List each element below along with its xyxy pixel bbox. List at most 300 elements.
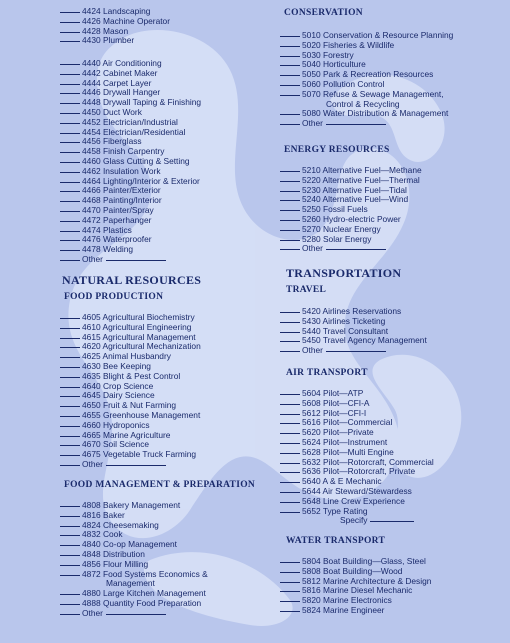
food-management-heading: FOOD MANAGEMENT & PREPARATION bbox=[64, 480, 256, 490]
program-code: 5260 bbox=[302, 214, 323, 224]
checkbox-blank-line[interactable] bbox=[60, 84, 80, 85]
checkbox-blank-line[interactable] bbox=[280, 95, 300, 96]
program-code: 4625 bbox=[82, 351, 103, 362]
program-code: 5020 bbox=[302, 39, 323, 50]
program-code: 4610 bbox=[82, 321, 103, 332]
program-label: Paperhanger bbox=[102, 214, 152, 225]
checkbox-blank-line[interactable] bbox=[280, 191, 300, 192]
program-label: Marine Electronics bbox=[322, 595, 392, 606]
program-item-4472 bbox=[60, 215, 151, 225]
program-label: Marine Engineer bbox=[322, 605, 385, 615]
program-code: 5210 bbox=[302, 165, 323, 175]
program-code: 5010 bbox=[302, 30, 323, 40]
checkbox-blank-line[interactable] bbox=[280, 65, 300, 66]
program-code: 4640 bbox=[82, 380, 103, 391]
program-label: Agricultural Management bbox=[102, 331, 196, 342]
checkbox-blank-line[interactable] bbox=[60, 516, 80, 517]
checkbox-blank-line[interactable] bbox=[280, 591, 300, 592]
checkbox-blank-line[interactable] bbox=[60, 455, 80, 456]
checkbox-blank-line[interactable] bbox=[60, 604, 80, 605]
checkbox-blank-line[interactable] bbox=[280, 502, 300, 503]
program-code: 4848 bbox=[82, 549, 103, 559]
program-code: 4670 bbox=[82, 439, 103, 450]
checkbox-blank-line[interactable] bbox=[60, 41, 80, 42]
checkbox-blank-line[interactable] bbox=[280, 512, 300, 513]
program-label: Marine Architecture & Design bbox=[322, 575, 432, 586]
checkbox-blank-line[interactable] bbox=[60, 221, 80, 222]
program-code: 4444 bbox=[82, 77, 103, 88]
program-code: 4675 bbox=[82, 449, 103, 460]
checkbox-blank-line[interactable] bbox=[280, 433, 300, 434]
program-code: 4458 bbox=[82, 146, 103, 157]
program-item-5450 bbox=[280, 335, 427, 345]
write-in-line[interactable] bbox=[106, 465, 166, 466]
program-label: Pilot—Private bbox=[322, 427, 374, 438]
program-code: 5636 bbox=[302, 466, 323, 477]
program-label: Alternative Fuel—Wind bbox=[322, 194, 409, 205]
program-code: 4824 bbox=[82, 519, 103, 530]
checkbox-blank-line[interactable] bbox=[60, 93, 80, 94]
write-in-line[interactable] bbox=[370, 521, 414, 522]
program-code: 4650 bbox=[82, 400, 103, 411]
checkbox-blank-line[interactable] bbox=[280, 572, 300, 573]
program-code: 5240 bbox=[302, 194, 323, 205]
checkbox-blank-line[interactable] bbox=[60, 465, 80, 466]
program-code: 5652 bbox=[302, 505, 323, 516]
program-item-4426 bbox=[60, 16, 170, 26]
checkbox-blank-line[interactable] bbox=[280, 351, 300, 352]
checkbox-blank-line[interactable] bbox=[280, 312, 300, 313]
program-label: Greenhouse Management bbox=[102, 410, 201, 420]
program-label: Large Kitchen Management bbox=[102, 588, 206, 599]
program-item-4665 bbox=[60, 430, 170, 440]
checkbox-blank-line[interactable] bbox=[280, 220, 300, 221]
checkbox-blank-line[interactable] bbox=[280, 394, 300, 395]
checkbox-blank-line[interactable] bbox=[60, 445, 80, 446]
program-item-4444 bbox=[60, 78, 151, 88]
program-item-4452 bbox=[60, 117, 178, 127]
program-label: Alternative Fuel—Thermal bbox=[322, 174, 420, 185]
checkbox-blank-line[interactable] bbox=[280, 562, 300, 563]
program-item-4888 bbox=[60, 598, 201, 608]
checkbox-blank-line[interactable] bbox=[60, 32, 80, 33]
checkbox-blank-line[interactable] bbox=[60, 506, 80, 507]
checkbox-blank-line[interactable] bbox=[280, 171, 300, 172]
program-label-continued: Specify bbox=[340, 515, 414, 525]
program-item-4446 bbox=[60, 87, 160, 97]
program-code: 5628 bbox=[302, 446, 323, 457]
program-label: Food Systems Economics & bbox=[102, 568, 208, 579]
checkbox-blank-line[interactable] bbox=[280, 443, 300, 444]
program-label: Painter/Spray bbox=[102, 205, 154, 215]
program-label: Forestry bbox=[322, 49, 354, 60]
checkbox-blank-line[interactable] bbox=[60, 555, 80, 556]
checkbox-blank-line[interactable] bbox=[60, 172, 80, 173]
program-label: Duct Work bbox=[102, 107, 142, 117]
conservation-heading: CONSERVATION bbox=[284, 8, 363, 18]
program-label: Animal Husbandry bbox=[102, 351, 171, 362]
program-item-5804 bbox=[280, 556, 426, 566]
program-label: Welding bbox=[102, 244, 134, 255]
checkbox-blank-line[interactable] bbox=[60, 201, 80, 202]
program-item-5612 bbox=[280, 408, 366, 418]
checkbox-blank-line[interactable] bbox=[60, 436, 80, 437]
checkbox-blank-line[interactable] bbox=[60, 328, 80, 329]
program-code: 4888 bbox=[82, 598, 103, 608]
program-item-4832 bbox=[60, 529, 123, 539]
program-label: Other bbox=[82, 607, 103, 618]
checkbox-blank-line[interactable] bbox=[60, 162, 80, 163]
program-label: Nuclear Energy bbox=[322, 223, 381, 234]
food-production-heading: FOOD PRODUCTION bbox=[64, 292, 164, 302]
program-item-other bbox=[60, 459, 166, 469]
program-item-4615 bbox=[60, 332, 196, 342]
checkbox-blank-line[interactable] bbox=[60, 64, 80, 65]
checkbox-blank-line[interactable] bbox=[60, 231, 80, 232]
checkbox-blank-line[interactable] bbox=[60, 113, 80, 114]
checkbox-blank-line[interactable] bbox=[280, 240, 300, 241]
program-code: 5632 bbox=[302, 456, 323, 467]
program-label: Fruit & Nut Farming bbox=[102, 400, 177, 411]
checkbox-blank-line[interactable] bbox=[280, 124, 300, 125]
checkbox-blank-line[interactable] bbox=[60, 260, 80, 261]
program-label: Bee Keeping bbox=[102, 361, 151, 371]
program-item-5644 bbox=[280, 486, 412, 496]
program-code: 5624 bbox=[302, 437, 323, 447]
program-item-other bbox=[280, 243, 386, 253]
energy-heading: ENERGY RESOURCES bbox=[284, 145, 390, 155]
checkbox-blank-line[interactable] bbox=[280, 200, 300, 201]
program-item-4610 bbox=[60, 322, 191, 332]
air-transport-heading: AIR TRANSPORT bbox=[286, 368, 368, 378]
checkbox-blank-line[interactable] bbox=[60, 357, 80, 358]
checkbox-blank-line[interactable] bbox=[280, 482, 300, 483]
program-code: 5804 bbox=[302, 556, 323, 566]
write-in-line[interactable] bbox=[326, 249, 386, 250]
checkbox-blank-line[interactable] bbox=[280, 601, 300, 602]
program-item-5648 bbox=[280, 496, 405, 506]
checkbox-blank-line[interactable] bbox=[280, 423, 300, 424]
program-code: 4478 bbox=[82, 244, 103, 255]
program-code: 5644 bbox=[302, 486, 323, 496]
write-in-line[interactable] bbox=[326, 351, 386, 352]
program-item-4462 bbox=[60, 166, 161, 176]
program-code: 5604 bbox=[302, 388, 323, 398]
program-label: Electrician/Industrial bbox=[102, 116, 178, 127]
checkbox-blank-line[interactable] bbox=[60, 526, 80, 527]
program-code: 5440 bbox=[302, 325, 323, 336]
checkbox-blank-line[interactable] bbox=[60, 396, 80, 397]
program-item-5270 bbox=[280, 224, 381, 234]
program-label: Pilot—CFI-A bbox=[322, 397, 370, 408]
checkbox-blank-line[interactable] bbox=[60, 142, 80, 143]
program-code: 4645 bbox=[82, 390, 103, 401]
program-item-4670 bbox=[60, 439, 149, 449]
program-item-5608 bbox=[280, 398, 370, 408]
program-item-4476 bbox=[60, 234, 152, 244]
program-code: 5430 bbox=[302, 315, 323, 326]
program-label: Blight & Pest Control bbox=[102, 370, 181, 381]
program-label: Landscaping bbox=[102, 6, 151, 16]
program-code: 4460 bbox=[82, 156, 103, 166]
program-label: Horticulture bbox=[322, 59, 366, 70]
program-label: Cabinet Maker bbox=[102, 67, 158, 78]
program-label: Other bbox=[82, 459, 103, 469]
program-code: 5620 bbox=[302, 427, 323, 438]
program-code: 4474 bbox=[82, 224, 103, 235]
checkbox-blank-line[interactable] bbox=[280, 56, 300, 57]
program-code: 5616 bbox=[302, 417, 323, 428]
checkbox-blank-line[interactable] bbox=[60, 347, 80, 348]
program-item-4448 bbox=[60, 97, 201, 107]
program-item-4640 bbox=[60, 381, 153, 391]
program-code: 5812 bbox=[302, 575, 323, 586]
program-item-5624 bbox=[280, 437, 387, 447]
program-item-5440 bbox=[280, 326, 388, 336]
program-item-other bbox=[60, 254, 166, 264]
program-code: 5450 bbox=[302, 335, 323, 346]
program-item-5030 bbox=[280, 50, 354, 60]
program-label: Pilot—CFI-I bbox=[322, 407, 367, 418]
program-item-5060 bbox=[280, 79, 384, 89]
program-label: Painter/Exterior bbox=[102, 185, 161, 196]
program-item-4675 bbox=[60, 449, 196, 459]
checkbox-blank-line[interactable] bbox=[280, 404, 300, 405]
program-code: 4620 bbox=[82, 341, 103, 352]
program-label: Waterproofer bbox=[102, 234, 152, 245]
checkbox-blank-line[interactable] bbox=[60, 318, 80, 319]
program-item-4442 bbox=[60, 68, 157, 78]
water-transport-heading: WATER TRANSPORT bbox=[286, 536, 386, 546]
program-item-5220 bbox=[280, 175, 420, 185]
checkbox-blank-line[interactable] bbox=[280, 453, 300, 454]
program-item-4474 bbox=[60, 225, 132, 235]
program-code: 5230 bbox=[302, 184, 323, 195]
program-item-4856 bbox=[60, 559, 148, 569]
program-label: Alternative Fuel—Methane bbox=[322, 165, 422, 175]
checkbox-blank-line[interactable] bbox=[60, 614, 80, 615]
program-label: Fiberglass bbox=[102, 136, 142, 147]
checkbox-blank-line[interactable] bbox=[60, 103, 80, 104]
program-item-4460 bbox=[60, 156, 190, 166]
checkbox-blank-line[interactable] bbox=[280, 472, 300, 473]
checkbox-blank-line[interactable] bbox=[280, 181, 300, 182]
program-label: Other bbox=[302, 345, 323, 356]
program-item-4428 bbox=[60, 26, 128, 36]
program-code: 4462 bbox=[82, 165, 103, 176]
program-label: Other bbox=[82, 254, 103, 264]
program-code: 4454 bbox=[82, 126, 103, 137]
program-code: 4840 bbox=[82, 539, 103, 550]
program-item-4660 bbox=[60, 420, 150, 430]
program-label: Fossil Fuels bbox=[322, 204, 368, 215]
program-code: 5060 bbox=[302, 79, 323, 89]
program-item-5040 bbox=[280, 59, 366, 69]
program-label: Agricultural Biochemistry bbox=[102, 312, 195, 322]
program-code: 5270 bbox=[302, 223, 323, 234]
program-item-5070 bbox=[280, 89, 444, 99]
checkbox-blank-line[interactable] bbox=[280, 611, 300, 612]
program-code: 4452 bbox=[82, 116, 103, 127]
program-label: Travel Agency Management bbox=[322, 335, 427, 346]
program-label: Drywall Taping & Finishing bbox=[102, 97, 202, 108]
program-label: Mason bbox=[102, 25, 129, 36]
program-code: 5030 bbox=[302, 49, 323, 60]
checkbox-blank-line[interactable] bbox=[60, 133, 80, 134]
program-label: Air Conditioning bbox=[102, 58, 162, 68]
program-item-4464 bbox=[60, 176, 200, 186]
program-label: Refuse & Sewage Management, bbox=[322, 88, 444, 99]
checkbox-blank-line[interactable] bbox=[60, 594, 80, 595]
program-label: Electrician/Residential bbox=[102, 126, 186, 137]
program-item-5050 bbox=[280, 69, 433, 79]
program-label: Airlines Reservations bbox=[322, 306, 402, 316]
checkbox-blank-line[interactable] bbox=[280, 492, 300, 493]
checkbox-blank-line[interactable] bbox=[280, 341, 300, 342]
checkbox-blank-line[interactable] bbox=[280, 85, 300, 86]
program-label: Line Crew Experience bbox=[322, 495, 405, 506]
program-label: Quantity Food Preparation bbox=[102, 598, 202, 608]
program-item-5640 bbox=[280, 476, 382, 486]
checkbox-blank-line[interactable] bbox=[60, 416, 80, 417]
program-item-4454 bbox=[60, 127, 185, 137]
checkbox-blank-line[interactable] bbox=[60, 406, 80, 407]
checkbox-blank-line[interactable] bbox=[60, 338, 80, 339]
program-code: 4426 bbox=[82, 15, 103, 26]
checkbox-blank-line[interactable] bbox=[60, 22, 80, 23]
checkbox-blank-line[interactable] bbox=[60, 74, 80, 75]
checkbox-blank-line[interactable] bbox=[60, 211, 80, 212]
checkbox-blank-line[interactable] bbox=[60, 123, 80, 124]
program-item-4456 bbox=[60, 136, 142, 146]
program-code: 4808 bbox=[82, 500, 103, 510]
program-label: Glass Cutting & Setting bbox=[102, 156, 190, 166]
write-in-line[interactable] bbox=[106, 614, 166, 615]
checkbox-blank-line[interactable] bbox=[60, 367, 80, 368]
program-label: Machine Operator bbox=[102, 15, 171, 26]
checkbox-blank-line[interactable] bbox=[280, 249, 300, 250]
program-label: Park & Recreation Resources bbox=[322, 69, 434, 80]
program-item-4605 bbox=[60, 312, 195, 322]
program-code: 5250 bbox=[302, 204, 323, 215]
program-code: 4442 bbox=[82, 67, 103, 78]
checkbox-blank-line[interactable] bbox=[280, 210, 300, 211]
program-code: 4466 bbox=[82, 185, 103, 196]
checkbox-blank-line[interactable] bbox=[60, 387, 80, 388]
program-code: 4456 bbox=[82, 136, 103, 147]
program-item-4808 bbox=[60, 500, 180, 510]
checkbox-blank-line[interactable] bbox=[280, 36, 300, 37]
program-item-4458 bbox=[60, 146, 164, 156]
program-item-other bbox=[60, 608, 166, 618]
write-in-line[interactable] bbox=[106, 260, 166, 261]
program-code: 5220 bbox=[302, 174, 323, 185]
program-item-4880 bbox=[60, 588, 206, 598]
checkbox-blank-line[interactable] bbox=[60, 426, 80, 427]
program-item-5620 bbox=[280, 427, 374, 437]
program-label-continued: Control & Recycling bbox=[326, 98, 400, 109]
program-item-5080 bbox=[280, 108, 448, 118]
travel-heading: TRAVEL bbox=[286, 285, 327, 295]
checkbox-blank-line[interactable] bbox=[60, 545, 80, 546]
program-code: 4468 bbox=[82, 195, 103, 206]
program-label-continued: Management bbox=[106, 578, 155, 589]
program-item-5604 bbox=[280, 388, 363, 398]
program-code: 4655 bbox=[82, 410, 103, 420]
program-code: 4470 bbox=[82, 205, 103, 215]
checkbox-blank-line[interactable] bbox=[60, 191, 80, 192]
program-code: 5040 bbox=[302, 59, 323, 70]
checkbox-blank-line[interactable] bbox=[60, 377, 80, 378]
program-label: Dairy Science bbox=[102, 390, 155, 401]
program-item-5616 bbox=[280, 417, 392, 427]
program-label: Boat Building—Glass, Steel bbox=[322, 556, 426, 566]
program-label: Fisheries & Wildlife bbox=[322, 39, 395, 50]
program-label: Marine Agriculture bbox=[102, 429, 171, 440]
checkbox-blank-line[interactable] bbox=[280, 463, 300, 464]
program-item-5420 bbox=[280, 306, 401, 316]
checkbox-blank-line[interactable] bbox=[60, 240, 80, 241]
program-item-5628 bbox=[280, 447, 394, 457]
program-item-4440 bbox=[60, 58, 162, 68]
checkbox-blank-line[interactable] bbox=[280, 322, 300, 323]
program-item-5430 bbox=[280, 316, 385, 326]
program-code: 4446 bbox=[82, 87, 103, 98]
natural-resources-heading: NATURAL RESOURCES bbox=[62, 273, 202, 287]
checkbox-blank-line[interactable] bbox=[60, 152, 80, 153]
program-code: 4424 bbox=[82, 6, 103, 16]
program-code: 4476 bbox=[82, 234, 103, 245]
checkbox-blank-line[interactable] bbox=[280, 114, 300, 115]
program-label: Vegetable Truck Farming bbox=[102, 449, 197, 460]
program-item-5020 bbox=[280, 40, 394, 50]
checkbox-blank-line[interactable] bbox=[280, 332, 300, 333]
write-in-line[interactable] bbox=[326, 124, 386, 125]
program-code: 4615 bbox=[82, 331, 103, 342]
program-item-4816 bbox=[60, 510, 125, 520]
program-label: Pollution Control bbox=[322, 79, 385, 89]
program-label: Pilot—Instrument bbox=[322, 437, 388, 447]
program-item-4424 bbox=[60, 6, 150, 16]
checkbox-blank-line[interactable] bbox=[280, 582, 300, 583]
program-item-4635 bbox=[60, 371, 180, 381]
checkbox-blank-line[interactable] bbox=[60, 182, 80, 183]
program-code: 4660 bbox=[82, 419, 103, 430]
program-item-5808 bbox=[280, 566, 402, 576]
checkbox-blank-line[interactable] bbox=[60, 565, 80, 566]
program-code: 5420 bbox=[302, 306, 323, 316]
program-label: Insulation Work bbox=[102, 165, 161, 176]
checkbox-blank-line[interactable] bbox=[280, 414, 300, 415]
program-label: Bakery Management bbox=[102, 500, 181, 510]
checkbox-blank-line[interactable] bbox=[280, 46, 300, 47]
checkbox-blank-line[interactable] bbox=[280, 230, 300, 231]
program-label: Travel Consultant bbox=[322, 325, 389, 336]
program-code: 4430 bbox=[82, 35, 103, 46]
program-item-5812 bbox=[280, 576, 431, 586]
checkbox-blank-line[interactable] bbox=[60, 250, 80, 251]
checkbox-blank-line[interactable] bbox=[60, 535, 80, 536]
program-code: 4605 bbox=[82, 312, 103, 322]
checkbox-blank-line[interactable] bbox=[60, 12, 80, 13]
checkbox-blank-line[interactable] bbox=[280, 75, 300, 76]
checkbox-blank-line[interactable] bbox=[60, 575, 80, 576]
program-item-5820 bbox=[280, 595, 392, 605]
program-label: Plastics bbox=[102, 224, 132, 235]
program-code: 5648 bbox=[302, 495, 323, 506]
program-item-5240 bbox=[280, 194, 408, 204]
program-code: 4472 bbox=[82, 214, 103, 225]
